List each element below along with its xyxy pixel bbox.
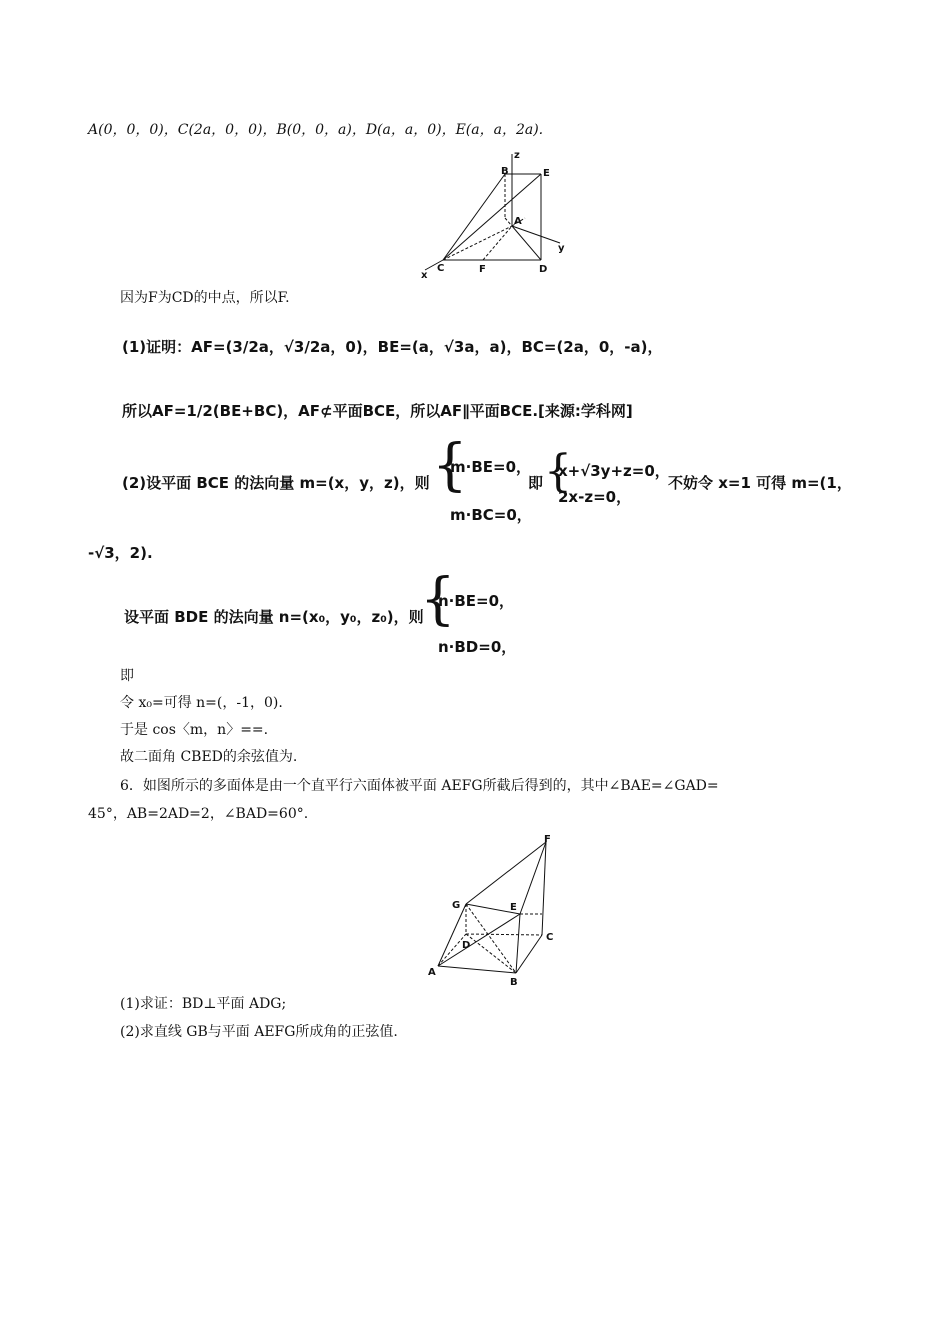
line-ling: 令 x₀=可得 n=(，-1，0).	[120, 695, 283, 711]
brace-2: {	[544, 446, 572, 497]
label-z: z	[514, 150, 520, 161]
figure-2-diagram	[420, 830, 570, 990]
question-2: (2)求直线 GB与平面 AEFG所成角的正弦值.	[120, 1024, 398, 1040]
ji-label: 即	[528, 474, 544, 492]
label-G: G	[452, 900, 461, 911]
line-cos: 于是 cos〈m，n〉==.	[120, 722, 269, 738]
brace-3: {	[420, 567, 456, 632]
part2-continuation: -√3，2).	[88, 544, 153, 562]
n-system-eq-a: n·BE=0，	[438, 592, 515, 610]
brace-1: {	[432, 433, 468, 498]
label-E2: E	[510, 902, 517, 913]
figure-1-diagram	[415, 148, 575, 288]
label-E: E	[543, 168, 550, 179]
problem6-line2: 45°，AB=2AD=2，∠BAD=60°.	[88, 806, 309, 822]
n-system-eq-b: n·BD=0，	[438, 638, 517, 656]
part2-tail: 不妨令 x=1 可得 m=(1，	[668, 474, 852, 492]
part1-line2: 所以AF=1/2(BE+BC)，AF⊄平面BCE，所以AF∥平面BCE.[来源:学科网]	[122, 402, 633, 420]
label-F2: F	[544, 834, 551, 845]
label-x: x	[421, 270, 428, 281]
label-B2: B	[510, 977, 518, 988]
part1-line1: (1)证明：AF=(3/2a，√3/2a，0)，BE=(a，√3a，a)，BC=(2a，0，-a)，	[122, 338, 663, 356]
label-C2: C	[546, 932, 554, 943]
system2-eq-a: x+√3y+z=0，	[558, 462, 670, 480]
system2-eq-b: 2x-z=0，	[558, 488, 632, 506]
part2-intro: (2)设平面 BCE 的法向量 m=(x，y，z)，则	[122, 474, 430, 492]
system1-eq-a: m·BE=0，	[450, 458, 532, 476]
label-A: A	[514, 216, 522, 227]
label-B: B	[501, 166, 509, 177]
coordinates-line: A(0，0，0)，C(2a，0，0)，B(0，0，a)，D(a，a，0)，E(a，a，2a).	[88, 122, 544, 138]
problem6-line1: 6．如图所示的多面体是由一个直平行六面体被平面 AEFG所截后得到的，其中∠BAE=∠GAD=	[120, 778, 719, 794]
label-F: F	[479, 264, 486, 275]
line-conclusion: 故二面角 CBED的余弦值为.	[120, 749, 298, 765]
label-D: D	[539, 264, 548, 275]
question-1: (1)求证：BD⊥平面 ADG;	[120, 996, 287, 1012]
label-A2: A	[428, 967, 436, 978]
n-intro: 设平面 BDE 的法向量 n=(x₀，y₀，z₀)，则	[124, 608, 424, 626]
line-ji: 即	[120, 668, 134, 684]
system1-eq-b: m·BC=0，	[450, 506, 532, 524]
label-y: y	[558, 243, 565, 254]
label-C: C	[437, 263, 445, 274]
midpoint-line: 因为F为CD的中点，所以F.	[120, 290, 290, 306]
label-D2: D	[462, 940, 471, 951]
